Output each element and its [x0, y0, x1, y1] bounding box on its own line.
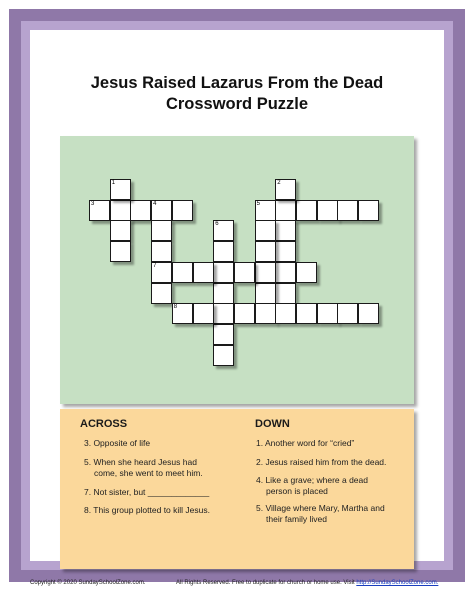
- across-clue-5: 5. When she heard Jesus had come, she went to meet him.: [84, 457, 203, 478]
- clue-number: 3: [91, 200, 95, 207]
- crossword-cell[interactable]: [275, 200, 296, 221]
- crossword-cell[interactable]: [130, 200, 151, 221]
- crossword-cell[interactable]: [151, 283, 172, 304]
- clue-panel: [60, 409, 414, 569]
- crossword-cell[interactable]: [275, 241, 296, 262]
- across-heading: ACROSS: [80, 418, 128, 430]
- across-clue-7: 7. Not sister, but _____________: [84, 487, 210, 497]
- crossword-cell[interactable]: [213, 303, 234, 324]
- crossword-cell[interactable]: [337, 200, 358, 221]
- crossword-cell[interactable]: [151, 262, 172, 283]
- crossword-cell[interactable]: [110, 220, 131, 241]
- crossword-cell[interactable]: [213, 345, 234, 366]
- crossword-cell[interactable]: [172, 262, 193, 283]
- crossword-cell[interactable]: [172, 200, 193, 221]
- down-clue-4: 4. Like a grave; where a dead person is placed: [256, 475, 368, 496]
- crossword-cell[interactable]: [296, 262, 317, 283]
- crossword-cell[interactable]: [317, 200, 338, 221]
- crossword-cell[interactable]: [110, 241, 131, 262]
- down-clue-1: 1. Another word for “cried”: [256, 438, 355, 448]
- clue-number: 6: [215, 221, 219, 228]
- crossword-cell[interactable]: [110, 200, 131, 221]
- crossword-cell[interactable]: [337, 303, 358, 324]
- crossword-cell[interactable]: [213, 220, 234, 241]
- crossword-cell[interactable]: [213, 241, 234, 262]
- crossword-cell[interactable]: [275, 220, 296, 241]
- crossword-cell[interactable]: [213, 262, 234, 283]
- footer-link[interactable]: http://SundaySchoolZone.com.: [356, 580, 439, 586]
- page-title: [0, 73, 474, 115]
- crossword-cell[interactable]: [255, 241, 276, 262]
- crossword-cell[interactable]: [172, 303, 193, 324]
- footer-copyright: Copyright © 2020 SundaySchoolZone.com.: [30, 580, 146, 586]
- crossword-cell[interactable]: [275, 303, 296, 324]
- clue-number: 8: [173, 304, 178, 311]
- crossword-cell[interactable]: [193, 262, 214, 283]
- clue-number: 2: [277, 180, 281, 186]
- crossword-cell[interactable]: [275, 283, 296, 304]
- crossword-cell[interactable]: [213, 283, 234, 304]
- crossword-cell[interactable]: [275, 262, 296, 283]
- footer-rights: All Rights Reserved. Free to duplicate for church or home use. Visit http://SundaySchoolZone.com.: [176, 580, 439, 586]
- title-line-2: Crossword Puzzle: [165, 95, 309, 113]
- crossword-cell[interactable]: [317, 303, 338, 324]
- crossword-cell[interactable]: [275, 179, 296, 200]
- clue-number: 7: [153, 262, 157, 269]
- crossword-cell[interactable]: [110, 179, 131, 200]
- title-line-1: Jesus Raised Lazarus From the Dead: [90, 74, 384, 92]
- crossword-cell[interactable]: [255, 200, 276, 221]
- clue-number: 4: [153, 200, 157, 207]
- crossword-cell[interactable]: [213, 324, 234, 345]
- down-clue-2: 2. Jesus raised him from the dead.: [256, 457, 387, 467]
- crossword-cell[interactable]: [255, 220, 276, 241]
- crossword-grid-panel: [60, 136, 414, 404]
- crossword-cell[interactable]: [255, 283, 276, 304]
- across-clue-8: 8. This group plotted to kill Jesus.: [84, 505, 210, 515]
- crossword-cell[interactable]: [358, 200, 379, 221]
- crossword-cell[interactable]: [193, 303, 214, 324]
- crossword-cell[interactable]: [296, 303, 317, 324]
- down-heading: DOWN: [255, 418, 290, 430]
- crossword-cell[interactable]: [89, 200, 110, 221]
- crossword-cell[interactable]: [234, 303, 255, 324]
- across-clue-3: 3. Opposite of life: [84, 438, 151, 448]
- crossword-cell[interactable]: [151, 200, 172, 221]
- crossword-cell[interactable]: [255, 262, 276, 283]
- crossword-cell[interactable]: [151, 220, 172, 241]
- crossword-cell[interactable]: [255, 303, 276, 324]
- crossword-cell[interactable]: [358, 303, 379, 324]
- crossword-cell[interactable]: [234, 262, 255, 283]
- clue-number: 1: [111, 180, 116, 186]
- crossword-cell[interactable]: [151, 241, 172, 262]
- clue-number: 5: [256, 200, 260, 207]
- crossword-cell[interactable]: [296, 200, 317, 221]
- down-clue-5: 5. Village where Mary, Martha and their family lived: [256, 503, 385, 524]
